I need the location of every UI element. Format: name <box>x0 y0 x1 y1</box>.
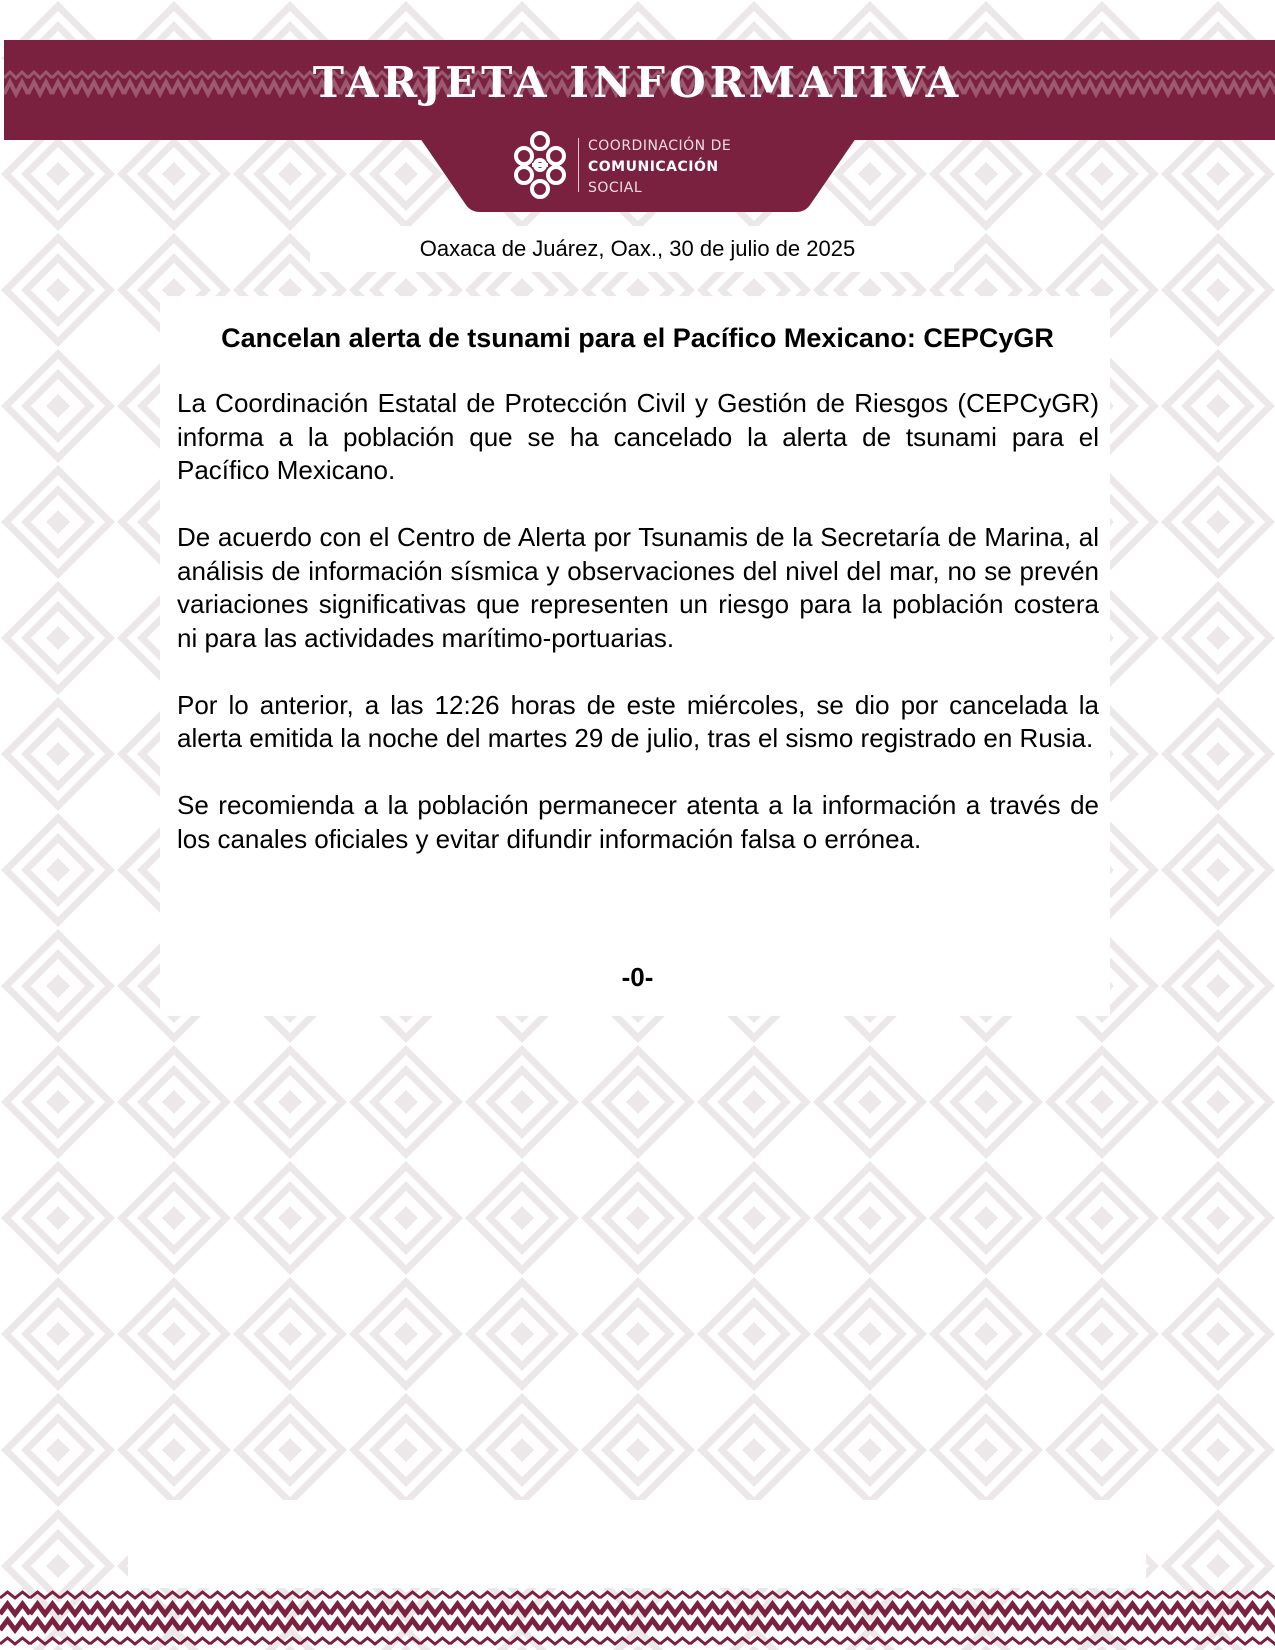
logo-text <box>588 136 731 199</box>
paragraph: De acuerdo con el Centro de Alerta por Tsunamis de la Secretaría de Marina, al análisis de información sísmica y observaciones del nivel del mar, no se prevén variaciones significativas que representen un riesgo para la población costera ni para las actividades marítimo-portuarias. <box>177 522 1099 653</box>
paragraph: La Coordinación Estatal de Protección Civil y Gestión de Riesgos (CEPCyGR) informa a la población que se ha cancelado la alerta de tsunami para el Pacífico Mexicano. <box>177 388 1099 485</box>
end-mark: -0- <box>621 962 654 992</box>
footer-backdrop <box>128 1500 1146 1588</box>
headline: Cancelan alerta de tsunami para el Pacífico Mexicano: CEPCyGR <box>221 323 1054 353</box>
body-text <box>177 387 1099 890</box>
knot-glyph-icon <box>512 130 568 200</box>
logo-line-3: SOCIAL <box>588 180 643 196</box>
logo-line-2: COMUNICACIÓN <box>588 159 719 175</box>
footer-border-pattern <box>0 1588 1275 1650</box>
paragraph: Se recomienda a la población permanecer atenta a la información a través de los canales oficiales y evitar difundir información falsa o errónea. <box>177 790 1099 854</box>
logo-divider <box>578 138 579 192</box>
paragraph: Por lo anterior, a las 12:26 horas de este miércoles, se dio por cancelada la alerta emitida la noche del martes 29 de julio, tras el sismo registrado en Rusia. <box>177 689 1099 753</box>
header-title: TARJETA INFORMATIVA <box>312 58 963 107</box>
dateline: Oaxaca de Juárez, Oax., 30 de julio de 2025 <box>419 236 856 261</box>
logo <box>512 130 772 200</box>
logo-line-1: COORDINACIÓN DE <box>588 138 732 154</box>
